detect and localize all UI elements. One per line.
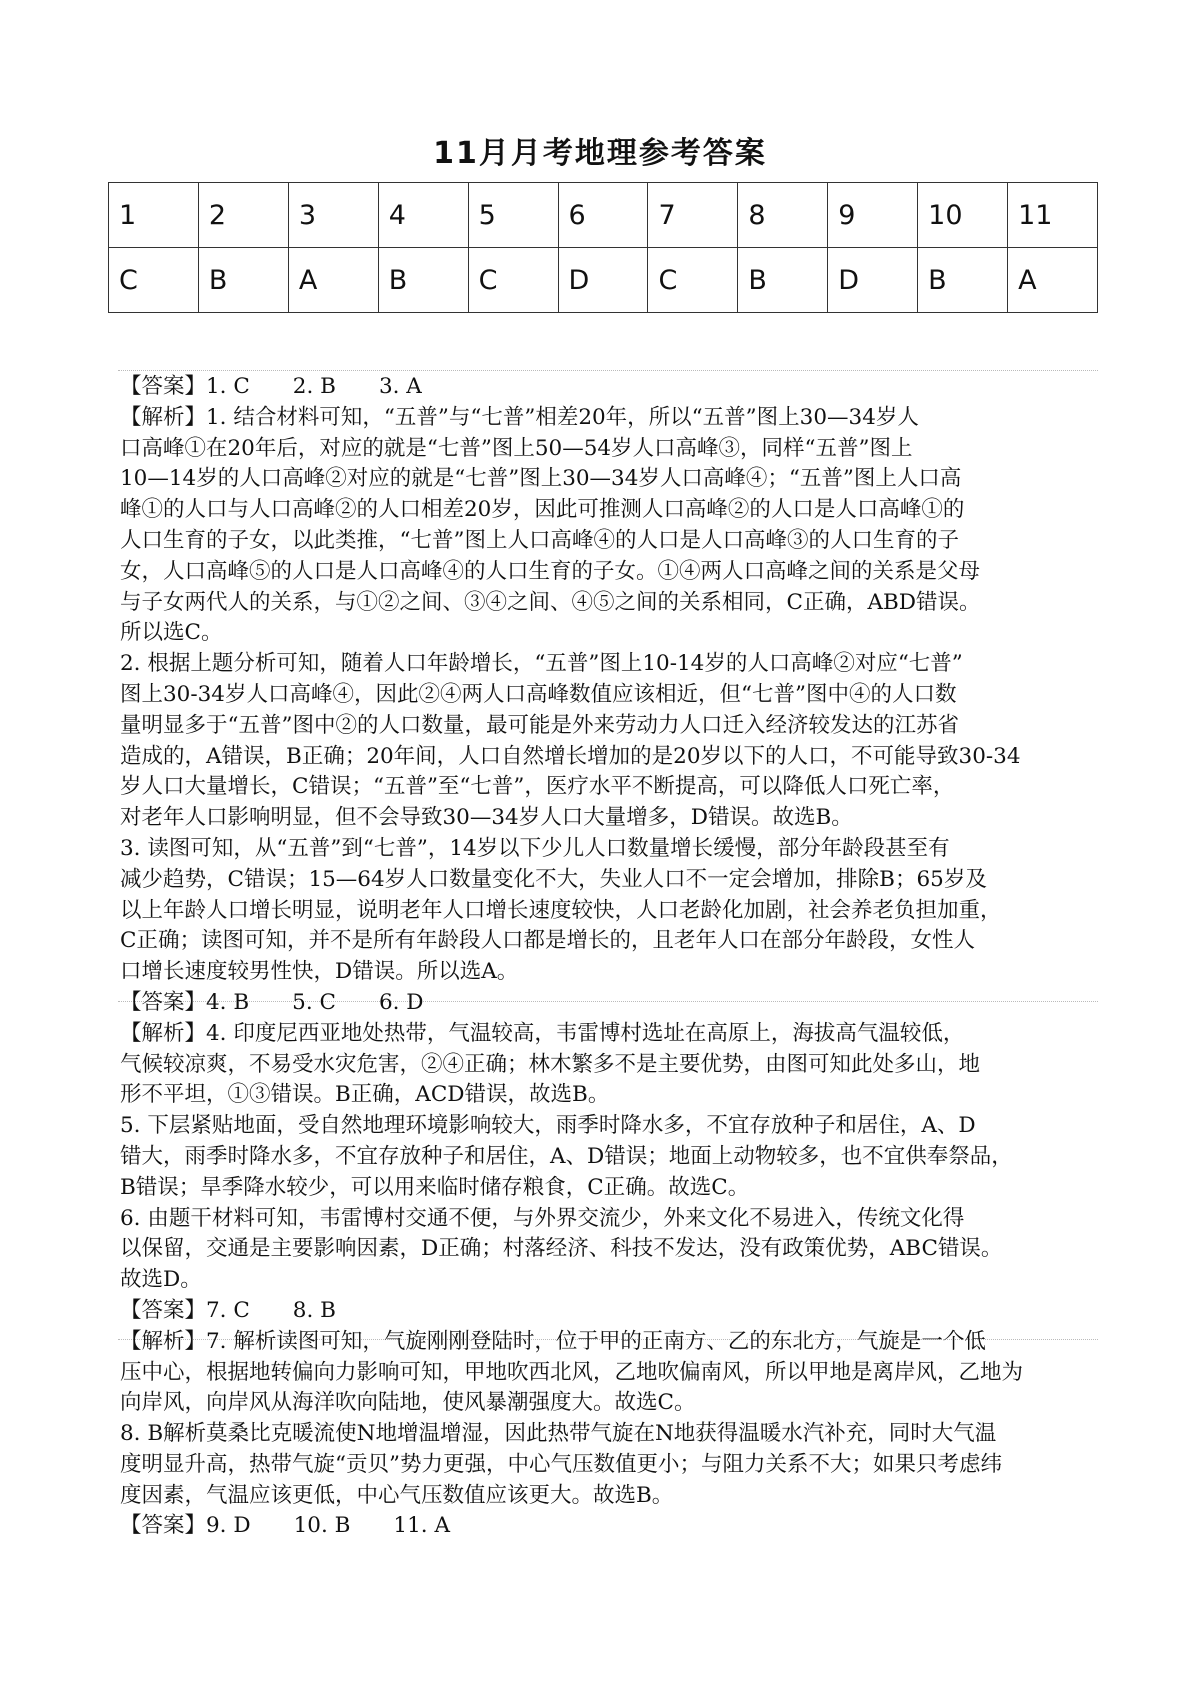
text-line: 对老年人口影响明显，但不会导致30—34岁人口大量增多，D错误。故选B。 [120,805,853,831]
question-number: 1 [109,183,199,248]
answer-cell: B [738,248,828,313]
question-number: 6 [558,183,648,248]
question-number: 2 [198,183,288,248]
text-line: 减少趋势，C错误；15—64岁人口数量变化不大，失业人口不一定会增加，排除B；65岁及 [120,866,987,892]
text-line: 压中心，根据地转偏向力影响可知，甲地吹西北风，乙地吹偏南风，所以甲地是离岸风，乙地为 [120,1359,1024,1385]
text-line: 与子女两代人的关系，与①②之间、③④之间、④⑤之间的关系相同，C正确，ABD错误。 [120,589,981,615]
answer-cell: B [378,248,468,313]
text-line: 口高峰①在20年后，对应的就是“七普”图上50—54岁人口高峰③，同样“五普”图上 [120,435,913,461]
text-line: 故选D。 [120,1267,202,1293]
text-line: 以上年龄人口增长明显，说明老年人口增长速度较快，人口老龄化加剧，社会养老负担加重， [120,897,1002,923]
text-line: 6. 由题干材料可知，韦雷博村交通不便，与外界交流少，外来文化不易进入，传统文化得 [120,1205,965,1231]
answer-cell: D [558,248,648,313]
text-line: 度因素，气温应该更低，中心气压数值应该更大。故选B。 [120,1482,674,1508]
text-line: 度明显升高，热带气旋“贡贝”势力更强，中心气压数值更小；与阻力关系不大；如果只考虑纬 [120,1451,1002,1477]
text-line: 人口生育的子女，以此类推，“七普”图上人口高峰④的人口是人口高峰③的人口生育的子 [120,527,959,553]
text-line: C正确；读图可知，并不是所有年龄段人口都是增长的，且老年人口在部分年龄段，女性人 [120,928,975,954]
text-line: 岁人口大量增长，C错误；“五普”至“七普”，医疗水平不断提高，可以降低人口死亡率， [120,774,955,800]
question-number: 5 [468,183,558,248]
text-line: 5. 下层紧贴地面，受自然地理环境影响较大，雨季时降水多，不宜存放种子和居住，A、D [120,1113,976,1139]
question-number: 11 [1008,183,1098,248]
text-line: 8. B解析莫桑比克暖流使N地增温增湿，因此热带气旋在N地获得温暖水汽补充，同时大气温 [120,1421,997,1447]
answer-cell: B [918,248,1008,313]
question-number: 3 [288,183,378,248]
answer-table [108,182,1098,313]
text-line: 【答案】4. B 5. C 6. D [120,989,424,1015]
answer-cell: C [109,248,199,313]
text-line: 【解析】1. 结合材料可知，“五普”与“七普”相差20年，所以“五普”图上30—34岁人 [120,404,919,430]
text-line: 女，人口高峰⑤的人口是人口高峰④的人口生育的子女。①④两人口高峰之间的关系是父母 [120,558,981,584]
text-line: 峰①的人口与人口高峰②的人口相差20岁，因此可推测人口高峰②的人口是人口高峰①的 [120,497,965,523]
answer-cell: C [468,248,558,313]
answer-cell: A [288,248,378,313]
text-line: 错大，雨季时降水多，不宜存放种子和居住，A、D错误；地面上动物较多，也不宜供奉祭品， [120,1143,1013,1169]
text-line: 2. 根据上题分析可知，随着人口年龄增长，“五普”图上10-14岁的人口高峰②对应“七普” [120,651,963,677]
text-line: 3. 读图可知，从“五普”到“七普”，14岁以下少儿人口数量增长缓慢，部分年龄段甚至有 [120,835,950,861]
text-line: 形不平坦，①③错误。B正确，ACD错误，故选B。 [120,1082,610,1108]
text-line: 【解析】4. 印度尼西亚地处热带，气温较高，韦雷博村选址在高原上，海拔高气温较低， [120,1020,965,1046]
answer-cell: B [198,248,288,313]
question-number-row [109,183,1098,248]
answer-cell: D [828,248,918,313]
answer-row [109,248,1098,313]
text-line: 【答案】1. C 2. B 3. A [120,374,422,399]
dotted-divider [118,370,1098,371]
text-line: 所以选C。 [120,620,223,646]
question-number: 7 [648,183,738,248]
explanation-text [120,372,1105,1542]
text-line: 图上30-34岁人口高峰④，因此②④两人口高峰数值应该相近，但“七普”图中④的人口数 [120,681,957,707]
text-line: 量明显多于“五普”图中②的人口数量，最可能是外来劳动力人口迁入经济较发达的江苏省 [120,712,959,738]
text-line: 【解析】7. 解析读图可知，气旋刚刚登陆时，位于甲的正南方、乙的东北方，气旋是一个低 [120,1328,986,1354]
text-line: 口增长速度较男性快，D错误。所以选A。 [120,959,519,985]
question-number: 10 [918,183,1008,248]
answer-cell: C [648,248,738,313]
question-number: 4 [378,183,468,248]
answer-cell: A [1008,248,1098,313]
text-line: B错误；旱季降水较少，可以用来临时储存粮食，C正确。故选C。 [120,1174,750,1200]
text-line: 气候较凉爽，不易受水灾危害，②④正确；林木繁多不是主要优势，由图可知此处多山，地 [120,1051,981,1077]
text-line: 【答案】9. D 10. B 11. A [120,1513,450,1539]
text-line: 以保留，交通是主要影响因素，D正确；村落经济、科技不发达，没有政策优势，ABC错误。 [120,1236,1003,1262]
text-line: 【答案】7. C 8. B [120,1297,336,1323]
question-number: 8 [738,183,828,248]
question-number: 9 [828,183,918,248]
text-line: 10—14岁的人口高峰②对应的就是“七普”图上30—34岁人口高峰④；“五普”图上人口高 [120,466,962,492]
text-line: 向岸风，向岸风从海洋吹向陆地，使风暴潮强度大。故选C。 [120,1390,696,1416]
text-line: 造成的，A错误，B正确；20年间，人口自然增长增加的是20岁以下的人口，不可能导致30-34 [120,743,1021,769]
page-title: 11月月考地理参考答案 [433,136,767,171]
